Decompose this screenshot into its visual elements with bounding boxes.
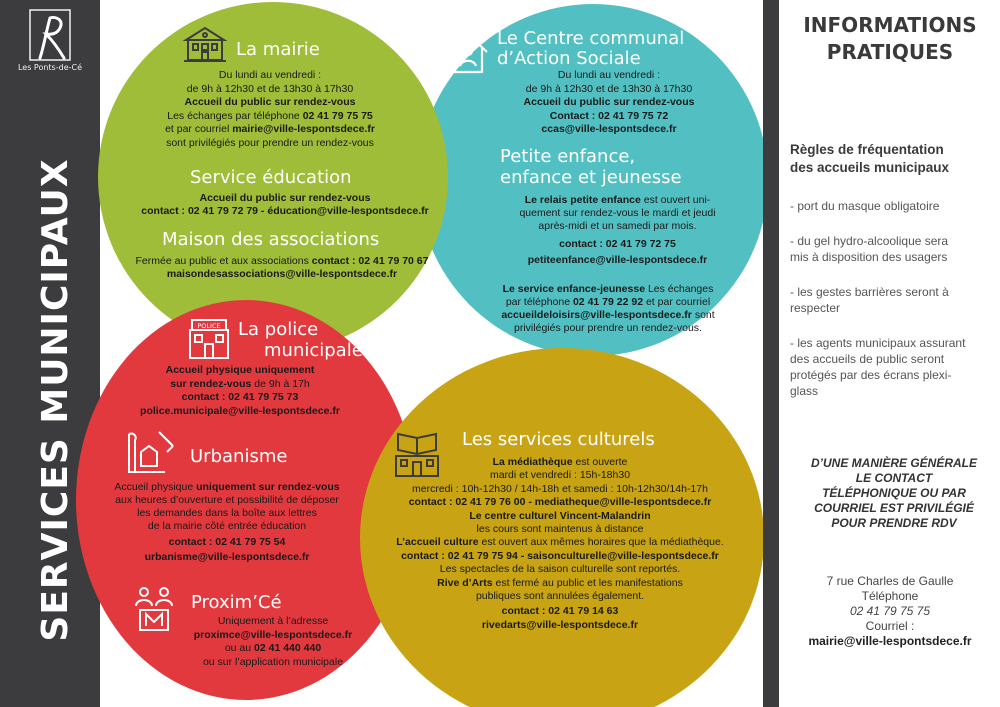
side-title: SERVICES MUNICIPAUX bbox=[35, 158, 76, 642]
general-line: D’UNE MANIÈRE GÉNÉRALE bbox=[810, 456, 977, 470]
mairie-hours-line2: de 9h à 12h30 et de 13h30 à 17h30 bbox=[186, 82, 354, 95]
ccas-title-line1: Le Centre communal bbox=[497, 28, 685, 49]
jeunesse-tel-prefix: par téléphone bbox=[505, 296, 573, 308]
education-contact: contact : 02 41 79 72 79 - éducation@ville-lespontsdece.fr bbox=[141, 205, 429, 217]
mediatheque-hours2: mercredi : 10h-12h30 / 14h-18h et samedi : 10h-12h30/14h-17h bbox=[412, 482, 708, 495]
proximce-line3: ou au bbox=[224, 642, 255, 654]
rive-darts-contact: contact : 02 41 79 14 63 bbox=[501, 605, 619, 618]
general-note bbox=[788, 456, 1000, 531]
police-title bbox=[238, 319, 363, 361]
police-title-line1: La police bbox=[238, 319, 319, 340]
logo-text: Les Ponts-de-Cé bbox=[17, 63, 83, 72]
centre-culturel-text: les cours sont maintenus à distance bbox=[476, 523, 644, 536]
mediatheque-open: est ouverte bbox=[572, 456, 628, 468]
ccas-mail: ccas@ville-lespontsdece.fr bbox=[541, 123, 677, 135]
police-hours: de 9h à 17h bbox=[251, 377, 310, 390]
urbanisme-contact: contact : 02 41 79 75 54 bbox=[168, 536, 286, 548]
urbanisme-title: Urbanisme bbox=[190, 446, 288, 467]
proximce-mail: proximce@ville-lespontsdece.fr bbox=[193, 628, 353, 641]
relais-text bbox=[480, 194, 755, 267]
panel-divider bbox=[763, 0, 779, 707]
rive-darts-mail: rivedarts@ville-lespontsdece.fr bbox=[481, 618, 639, 631]
mairie-hours-line1: Du lundi au vendredi : bbox=[218, 69, 322, 81]
culture-title: Les services culturels bbox=[462, 429, 655, 450]
ccas-title bbox=[497, 29, 684, 69]
proximce-line4: ou sur l’application municipale bbox=[202, 655, 344, 668]
rule-line: respecter bbox=[790, 301, 841, 315]
mediatheque-contact: contact : 02 41 79 76 00 - mediatheque@ville-lespontsdece.fr bbox=[408, 496, 712, 509]
relais-line2: quement sur rendez-vous le mardi et jeudi bbox=[519, 207, 716, 220]
police-badge: POLICE bbox=[197, 322, 221, 330]
rive-darts-line2: publiques sont annulées également. bbox=[475, 590, 645, 603]
rule-line: - les agents municipaux assurant bbox=[790, 336, 966, 350]
urbanisme-mail: urbanisme@ville-lespontsdece.fr bbox=[144, 551, 310, 563]
petite-enfance-title bbox=[500, 146, 682, 188]
urbanisme-line3: les demandes dans la boîte aux lettres bbox=[137, 507, 317, 519]
associations-contact: contact : 02 41 79 70 67 bbox=[311, 255, 429, 267]
police-text bbox=[100, 364, 380, 418]
rules-title bbox=[790, 141, 995, 177]
associations-mail: maisondesassociations@ville-lespontsdece.fr bbox=[166, 268, 398, 280]
relais-name: Le relais petite enfance bbox=[524, 194, 641, 206]
education-accueil: Accueil du public sur rendez-vous bbox=[199, 192, 371, 204]
address-tel: 02 41 79 75 75 bbox=[849, 604, 931, 618]
rule-item bbox=[790, 198, 995, 214]
jeunesse-mail: accueildeloisirs@ville-lespontsdece.fr bbox=[501, 309, 692, 321]
jeunesse-line1: Les échanges bbox=[645, 283, 714, 295]
associations-title: Maison des associations bbox=[162, 229, 380, 250]
address-block bbox=[780, 574, 1000, 649]
accueil-culture-name: L’accueil culture bbox=[396, 536, 479, 549]
proximce-text bbox=[168, 615, 378, 669]
associations-line1: Fermée au public et aux associations bbox=[135, 255, 312, 267]
jeunesse-line3: et par courriel bbox=[643, 296, 711, 308]
town-hall-icon bbox=[182, 24, 228, 64]
address-tel-label: Téléphone bbox=[861, 589, 919, 603]
rules-title-line1: Règles de fréquentation bbox=[790, 142, 944, 157]
rive-darts-line1: est fermé au public et les manifestations bbox=[492, 576, 683, 589]
proximce-line1: Uniquement à l’adresse bbox=[217, 615, 329, 627]
sidebar-band bbox=[0, 0, 100, 707]
police-accueil-line2: sur rendez-vous bbox=[170, 377, 252, 390]
urbanisme-rdv: uniquement sur rendez-vous bbox=[196, 481, 340, 493]
general-line: POUR PRENDRE RDV bbox=[831, 516, 957, 530]
jeunesse-tel: 02 41 79 22 92 bbox=[572, 296, 644, 308]
mediatheque-name: La médiathèque bbox=[492, 456, 573, 468]
logo-mark-icon bbox=[28, 8, 72, 66]
relais-line3: après-midi et un samedi par mois. bbox=[538, 220, 697, 233]
general-line: LE CONTACT bbox=[855, 471, 933, 485]
general-line: COURRIEL EST PRIVILÉGIÉ bbox=[814, 501, 974, 515]
jeunesse-line4: sont bbox=[691, 309, 715, 321]
relais-contact: contact : 02 41 79 72 75 bbox=[559, 237, 676, 250]
address-mail: mairie@ville-lespontsdece.fr bbox=[808, 634, 972, 648]
relais-line1: est ouvert uni- bbox=[640, 194, 711, 206]
ccas-hours-line1: Du lundi au vendredi : bbox=[557, 69, 661, 81]
rule-line: mis à disposition des usagers bbox=[790, 250, 948, 264]
accueil-culture-text: est ouvert aux mêmes horaires que la médiathèque. bbox=[478, 536, 724, 549]
general-line: TÉLÉPHONIQUE OU PAR bbox=[822, 486, 966, 500]
mediatheque-hours1: mardi et vendredi : 15h-18h30 bbox=[489, 469, 631, 482]
rule-item bbox=[790, 335, 995, 399]
urbanisme-line4: de la mairie côté entrée éducation bbox=[147, 520, 307, 532]
rules-title-line2: des accueils municipaux bbox=[790, 160, 950, 175]
ccas-title-line2: d’Action Sociale bbox=[497, 48, 641, 69]
address-street: 7 rue Charles de Gaulle bbox=[826, 574, 954, 588]
jeunesse-text bbox=[463, 283, 753, 335]
relais-mail: petiteenfance@ville-lespontsdece.fr bbox=[527, 253, 708, 266]
police-mail: police.municipale@ville-lespontsdece.fr bbox=[140, 404, 340, 417]
rule-line: - du gel hydro-alcoolique sera bbox=[790, 234, 949, 248]
culture-text bbox=[365, 456, 755, 632]
rive-darts-name: Rive d’Arts bbox=[437, 576, 493, 589]
accueil-culture-contact: contact : 02 41 79 75 94 - saisonculturelle@ville-lespontsdece.fr bbox=[401, 549, 719, 562]
petite-enfance-title-line1: Petite enfance, bbox=[500, 146, 636, 167]
info-title bbox=[780, 12, 1000, 66]
education-text bbox=[105, 192, 465, 218]
proximce-tel: 02 41 440 440 bbox=[254, 642, 322, 654]
urbanisme-line2: aux heures d’ouverture et possibilité de déposer bbox=[115, 494, 339, 506]
associations-text bbox=[102, 255, 462, 281]
ccas-text bbox=[474, 69, 744, 137]
jeunesse-name: Le service enfance-jeunesse bbox=[502, 283, 646, 295]
info-title-line2: PRATIQUES bbox=[826, 40, 954, 64]
mairie-closing: sont privilégiés pour prendre un rendez-vous bbox=[166, 136, 374, 149]
rule-line: des accueils de public seront bbox=[790, 352, 945, 366]
urban-plan-icon bbox=[125, 428, 177, 478]
proximce-title: Proxim’Cé bbox=[191, 592, 282, 613]
mairie-mail: mairie@ville-lespontsdece.fr bbox=[232, 123, 375, 135]
urbanisme-text bbox=[82, 481, 372, 564]
police-accueil-line1: Accueil physique uniquement bbox=[165, 364, 315, 376]
logo bbox=[0, 0, 100, 95]
police-contact: contact : 02 41 79 75 73 bbox=[181, 391, 299, 403]
police-station-icon bbox=[186, 318, 232, 362]
centre-culturel-name: Le centre culturel Vincent-Malandrin bbox=[469, 509, 651, 522]
mairie-tel: 02 41 79 75 75 bbox=[302, 109, 373, 122]
petite-enfance-title-line2: enfance et jeunesse bbox=[500, 167, 682, 188]
rule-item bbox=[790, 284, 995, 316]
info-panel bbox=[780, 0, 1000, 707]
rule-line: - les gestes barrières seront à bbox=[790, 285, 949, 299]
info-title-line1: INFORMATIONS bbox=[803, 13, 977, 37]
ccas-contact: Contact : 02 41 79 75 72 bbox=[549, 109, 669, 122]
mairie-mail-prefix: et par courriel bbox=[165, 123, 233, 135]
mairie-title: La mairie bbox=[236, 39, 320, 60]
address-mail-label: Courriel : bbox=[865, 619, 915, 633]
rule-item bbox=[790, 233, 995, 265]
rule-line: - port du masque obligatoire bbox=[790, 199, 940, 213]
education-title: Service éducation bbox=[190, 167, 352, 188]
spectacles-text: Les spectacles de la saison culturelle sont reportés. bbox=[439, 563, 681, 576]
mairie-text bbox=[130, 69, 410, 150]
rule-line: protégés par des écrans plexi- bbox=[790, 368, 952, 382]
police-title-line2: municipale bbox=[264, 340, 363, 361]
mairie-tel-prefix: Les échanges par téléphone bbox=[167, 109, 303, 122]
ccas-accueil: Accueil du public sur rendez-vous bbox=[523, 96, 695, 108]
urbanisme-line1: Accueil physique bbox=[114, 481, 197, 493]
ccas-hours-line2: de 9h à 12h30 et de 13h30 à 17h30 bbox=[525, 82, 693, 95]
jeunesse-line5: privilégiés pour prendre un rendez-vous. bbox=[514, 322, 702, 334]
mairie-accueil: Accueil du public sur rendez-vous bbox=[184, 96, 356, 108]
rule-line: glass bbox=[790, 384, 819, 398]
